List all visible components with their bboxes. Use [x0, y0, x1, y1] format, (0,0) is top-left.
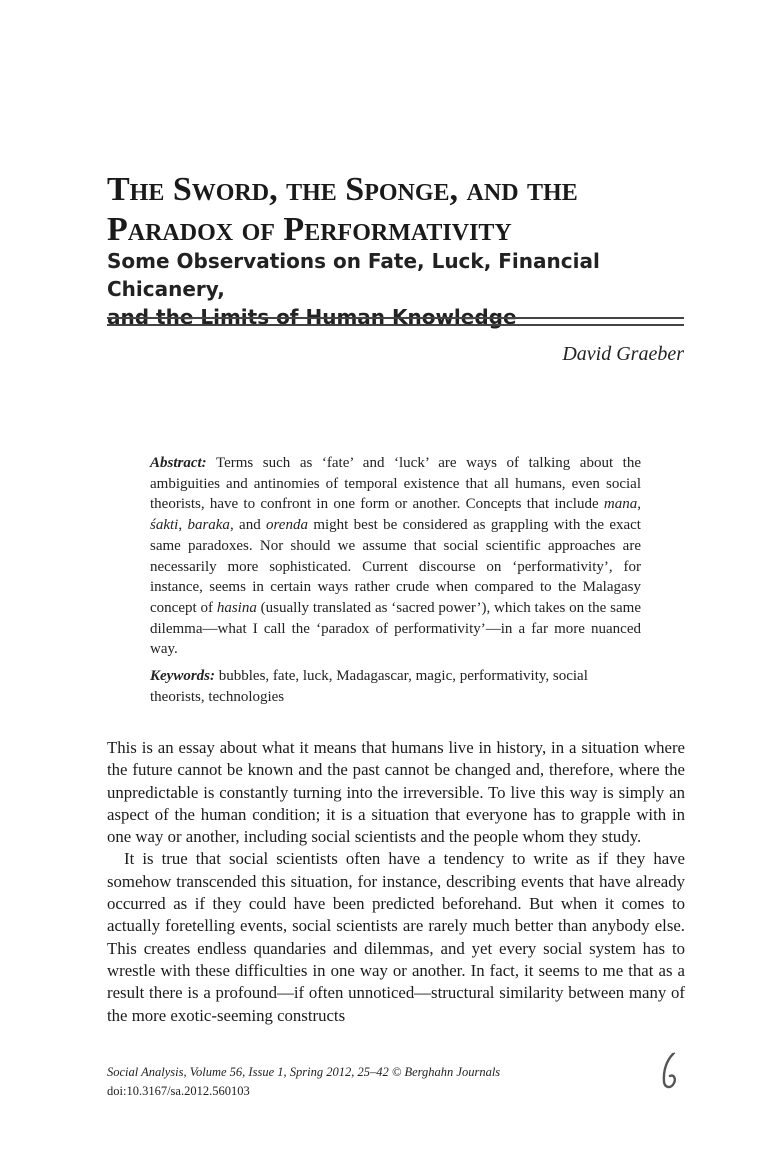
doi: doi:10.3167/sa.2012.560103: [107, 1084, 250, 1098]
abstract-text: ,: [178, 517, 188, 534]
body-text: [107, 737, 685, 1027]
keywords-text: bubbles, fate, luck, Madagascar, magic, performativity, social theorists, technologies: [150, 668, 588, 705]
keywords-label: Keywords:: [150, 668, 215, 684]
author-name: David Graeber: [562, 343, 684, 365]
abstract-label: Abstract:: [150, 455, 207, 471]
page-footer: [107, 1063, 627, 1101]
abstract: [150, 453, 641, 660]
term-mana: mana: [603, 496, 638, 513]
title-rule-bottom: [107, 324, 684, 326]
title-rule-top: [107, 317, 684, 319]
journal-citation: Social Analysis, Volume 56, Issue 1, Spring 2012, 25–42 © Berghahn Journals: [107, 1065, 501, 1079]
term-sakti: śakti: [150, 517, 179, 534]
abstract-text: , and: [229, 517, 267, 534]
article-title: [107, 170, 687, 250]
abstract-text: (usually translated as ‘sacred power’), which takes on the same dilemma—what I call the ‘paradox of performativity’—in a far more nuanced way.: [150, 599, 641, 658]
body-paragraph-1: This is an essay about what it means that humans live in history, in a situation where the future cannot be known and the past cannot be changed and, therefore, where the unpredictable is constantly turning into the irreversible. To live this way is simply an aspect of the human condition; it is a situation that everyone has to grapple with in one way or another, including social scientists and the people whom they study.: [107, 738, 685, 847]
subtitle-line-2: and the Limits of Human Knowledge: [107, 305, 517, 329]
subtitle-line-1: Some Observations on Fate, Luck, Financial Chicanery,: [107, 249, 600, 301]
abstract-text: ,: [637, 496, 641, 513]
term-hasina: hasina: [216, 599, 257, 616]
abstract-text: might best be considered as grappling with the exact same paradoxes. Nor should we assume that social scientific approaches are necessarily more sophisticated. Current discourse on ‘performativity’, for instance, seems in certain ways rather crude when compared to the Malagasy concept of: [150, 517, 641, 616]
term-baraka: baraka: [187, 517, 230, 534]
berghahn-logo-icon: [655, 1052, 683, 1092]
title-line-2: Paradox of Performativity: [107, 211, 512, 248]
body-paragraph-2: It is true that social scientists often have a tendency to write as if they have somehow transcended this situation, for instance, describing events that have already occurred as if they could have been predicted beforehand. But when it comes to actually foretelling events, social scientists are rarely much better than anybody else. This creates endless quandaries and dilemmas, and yet every social system has to wrestle with these difficulties in one way or another. In fact, it seems to me that as a result there is a profound—if often unnoticed—structural similarity between many of the more exotic-seeming constructs: [107, 849, 685, 1025]
abstract-text: Terms such as ‘fate’ and ‘luck’ are ways of talking about the ambiguities and antinomies of temporal existence that all humans, even social theorists, have to confront in one form or another. Concepts that include: [150, 455, 641, 513]
term-orenda: orenda: [266, 517, 308, 534]
keywords: [150, 666, 641, 707]
title-line-1: The Sword, the Sponge, and the: [107, 171, 578, 208]
